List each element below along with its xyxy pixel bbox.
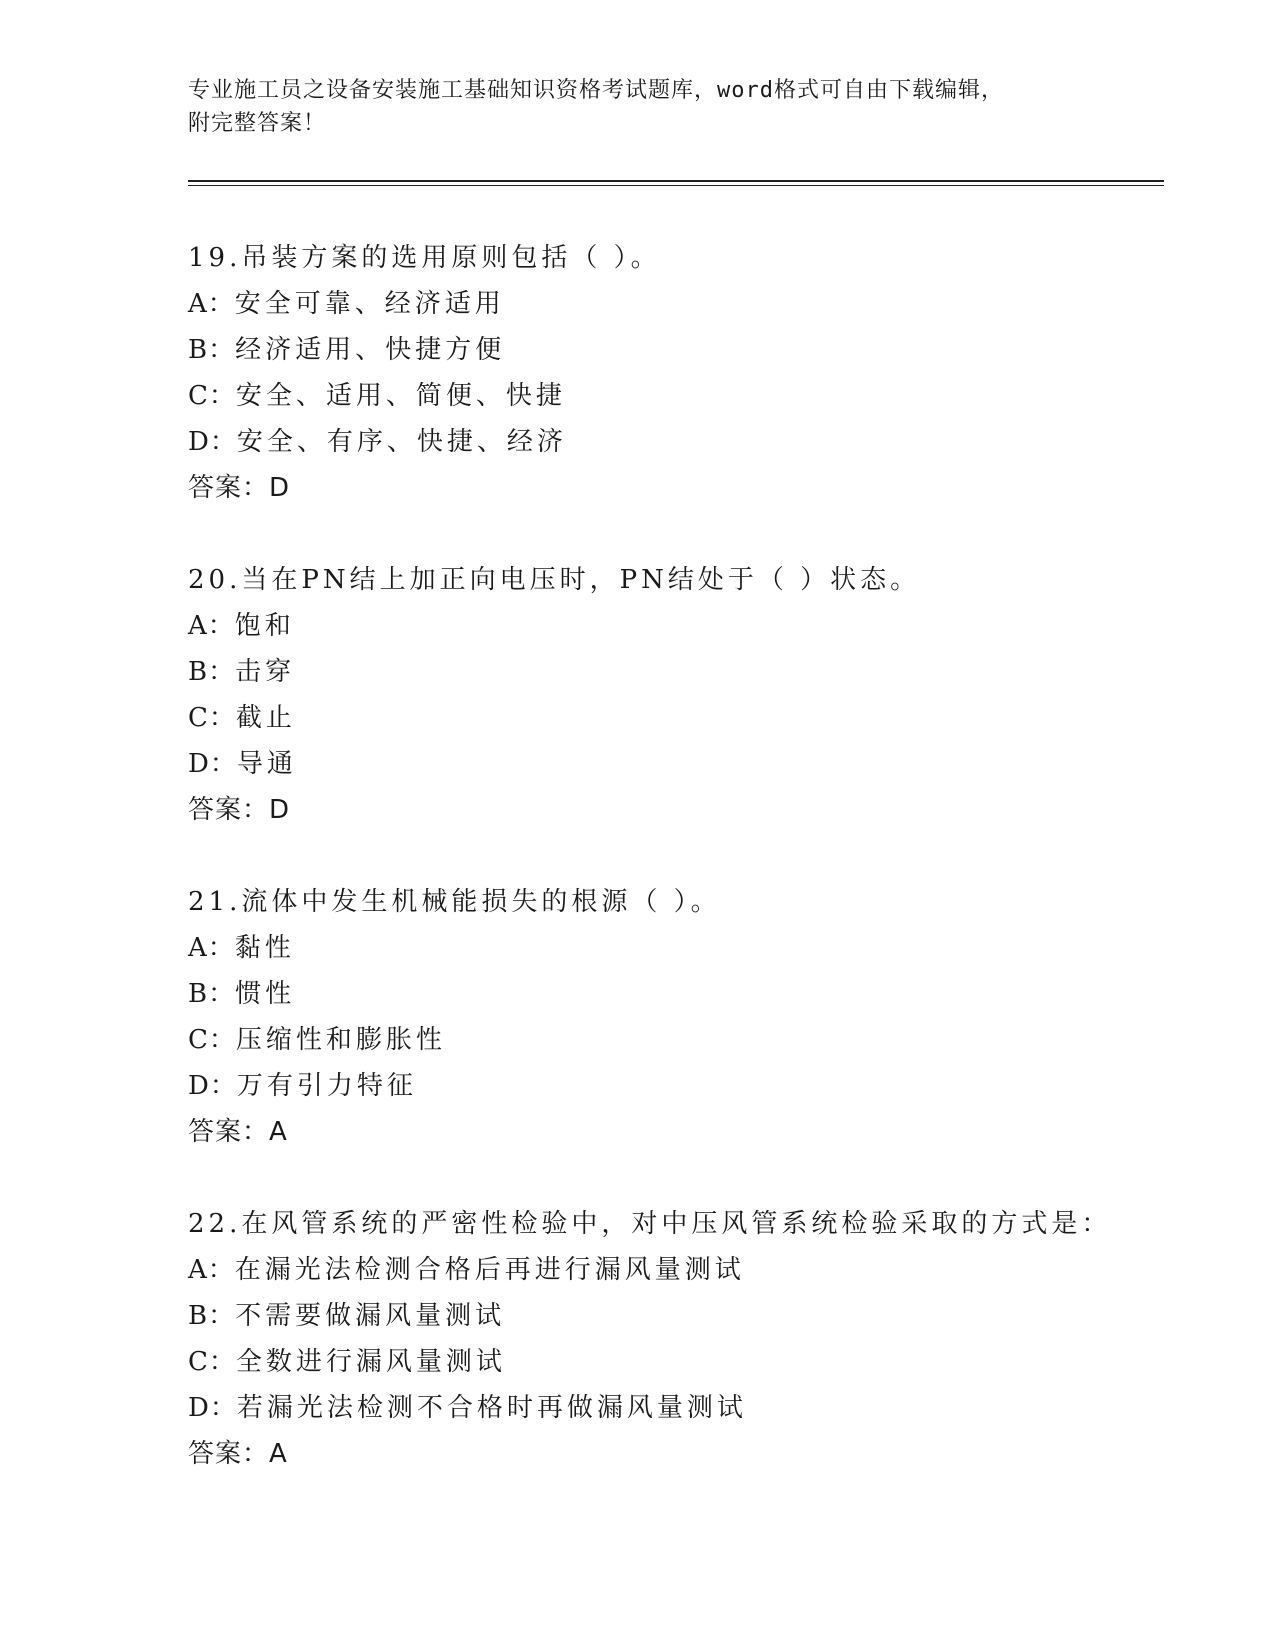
question-stem: 21.流体中发生机械能损失的根源（ ）。 [188, 887, 721, 917]
option-c [188, 373, 1148, 419]
option-text: 安全、有序、快捷、经济 [236, 427, 567, 457]
option-label: A： [188, 289, 235, 319]
answer-line: 答案：A [188, 1117, 288, 1147]
option-text: 安全、适用、简便、快捷 [235, 381, 566, 411]
option-text: 惯性 [235, 979, 296, 1009]
option-label: C： [188, 703, 236, 733]
option-text: 万有引力特征 [236, 1071, 417, 1101]
question-list [188, 235, 1148, 1523]
option-text: 黏性 [234, 933, 295, 963]
document-header [188, 74, 1068, 140]
question-stem: 22.在风管系统的严密性检验中，对中压风管系统检验采取的方式是： [188, 1209, 1112, 1239]
option-b [188, 1293, 1148, 1339]
answer-line: 答案：D [188, 795, 291, 825]
option-label: A： [188, 933, 235, 963]
header-line-1: 专业施工员之设备安装施工基础知识资格考试题库，word格式可自由下载编辑， [188, 78, 1004, 103]
option-b [188, 971, 1148, 1017]
header-divider-thick [188, 180, 1164, 182]
answer-line: 答案：A [188, 1439, 288, 1469]
option-label: C： [188, 381, 236, 411]
option-a [188, 281, 1148, 327]
option-d [188, 741, 1148, 787]
question-20 [188, 557, 1148, 833]
option-label: B： [188, 979, 236, 1009]
option-label: D： [188, 1071, 237, 1101]
option-label: D： [188, 749, 237, 779]
option-a [188, 1247, 1148, 1293]
option-label: B： [188, 1301, 236, 1331]
option-text: 压缩性和膨胀性 [235, 1025, 446, 1055]
header-line-2: 附完整答案！ [188, 111, 327, 136]
option-a [188, 603, 1148, 649]
option-d [188, 1385, 1148, 1431]
option-d [188, 1063, 1148, 1109]
option-text: 若漏光法检测不合格时再做漏风量测试 [236, 1393, 747, 1423]
option-c [188, 695, 1148, 741]
option-text: 导通 [236, 749, 297, 779]
header-divider-thin [188, 185, 1164, 186]
option-text: 经济适用、快捷方便 [235, 335, 506, 365]
answer-line: 答案：D [188, 473, 291, 503]
option-label: A： [188, 1255, 235, 1285]
option-label: A： [188, 611, 235, 641]
option-c [188, 1017, 1148, 1063]
option-label: C： [188, 1025, 236, 1055]
option-label: D： [188, 427, 237, 457]
option-label: B： [188, 657, 236, 687]
question-22 [188, 1201, 1148, 1477]
option-a [188, 925, 1148, 971]
option-label: C： [188, 1347, 236, 1377]
question-stem: 20.当在PN结上加正向电压时，PN结处于（ ）状态。 [188, 565, 921, 595]
question-stem: 19.吊装方案的选用原则包括（ ）。 [188, 243, 661, 273]
option-text: 截止 [235, 703, 296, 733]
option-text: 不需要做漏风量测试 [235, 1301, 506, 1331]
question-19 [188, 235, 1148, 511]
option-text: 饱和 [234, 611, 295, 641]
option-text: 安全可靠、经济适用 [234, 289, 505, 319]
option-text: 在漏光法检测合格后再进行漏风量测试 [234, 1255, 745, 1285]
option-text: 击穿 [235, 657, 296, 687]
option-text: 全数进行漏风量测试 [235, 1347, 506, 1377]
question-21 [188, 879, 1148, 1155]
option-d [188, 419, 1148, 465]
option-label: B： [188, 335, 236, 365]
option-c [188, 1339, 1148, 1385]
option-label: D： [188, 1393, 237, 1423]
option-b [188, 327, 1148, 373]
option-b [188, 649, 1148, 695]
